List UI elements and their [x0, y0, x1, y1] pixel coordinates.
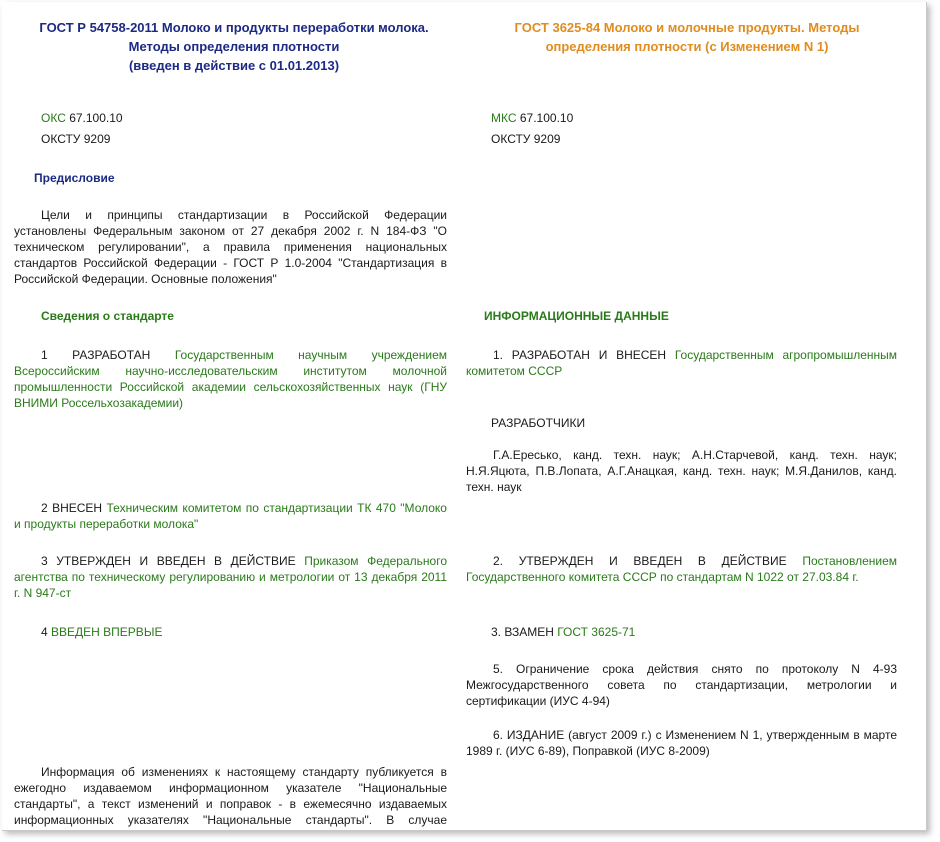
right-item-3: [491, 624, 635, 640]
foreword-heading: Предисловие: [34, 171, 115, 185]
left-item-4-number: 4: [41, 625, 48, 639]
mks-label-link[interactable]: МКС: [491, 111, 517, 125]
left-item-4: [41, 624, 162, 640]
right-okstu: ОКСТУ 9209: [491, 132, 561, 146]
left-column: [2, 2, 464, 830]
mks-value: 67.100.10: [519, 111, 574, 125]
right-item-1: [466, 347, 897, 379]
foreword-text: Цели и принципы стандартизации в Российской Федерации установлены Федеральным законом от 27 декабря 2002 г. N 184-ФЗ "О техническом регулировании", а правила применения национальных стандартов Российской Федерации - ГОСТ Р 1.0-2004 "Стандартизация в Российской Федерации. Основные положения": [14, 208, 447, 286]
right-title-line-2: определения плотности (с Изменением N 1): [545, 39, 829, 54]
left-item-3-label: 3 УТВЕРЖДЕН И ВВЕДЕН В ДЕЙСТВИЕ: [41, 554, 296, 568]
oks-code: [41, 110, 123, 126]
oks-value: 67.100.10: [69, 111, 123, 125]
left-item-2: [14, 500, 447, 532]
right-item-3-label: 3. ВЗАМЕН: [491, 625, 554, 639]
right-item-3-link[interactable]: ГОСТ 3625-71: [557, 625, 636, 639]
left-title-line-2: Методы определения плотности: [128, 39, 340, 54]
left-item-3-link[interactable]: Приказом Федерального агентства по техническому регулированию и метрологии от 13 декабря 2011 г. N 947-ст: [14, 554, 447, 600]
document-page: [2, 2, 927, 831]
right-item-1-link[interactable]: Государственным агропромышленным комитетом СССР: [466, 348, 898, 378]
info-heading-right: ИНФОРМАЦИОННЫЕ ДАННЫЕ: [484, 309, 669, 323]
left-item-2-link[interactable]: Техническим комитетом по стандартизации ТК 470 "Молоко и продукты переработки молока": [14, 501, 447, 531]
right-column: [464, 2, 926, 830]
left-title-line-1: ГОСТ Р 54758-2011 Молоко и продукты переработки молока.: [39, 20, 429, 35]
right-item-6: 6. ИЗДАНИЕ (август 2009 г.) с Изменением N 1, утвержденным в марте 1989 г. (ИУС 6-89), Поправкой (ИУС 8-2009): [466, 728, 897, 758]
right-item-2: [466, 553, 897, 585]
left-okstu: ОКСТУ 9209: [41, 132, 111, 146]
right-item-5: 5. Ограничение срока действия снято по протоколу N 4-93 Межгосударственного совета по стандартизации, метрологии и сертификации (ИУС 4-94): [466, 662, 897, 708]
left-item-1-label: 1 РАЗРАБОТАН: [41, 348, 151, 362]
left-item-2-label: 2 ВНЕСЕН: [41, 501, 103, 515]
left-item-1-link[interactable]: Государственным научным учреждением Всероссийским научно-исследовательским институтом молочной промышленности Российской академии сельскохозяйственных наук (ГНУ ВНИМИ Россельхозакадемии): [14, 348, 447, 410]
info-heading-left: Сведения о стандарте: [41, 309, 174, 323]
right-item-2-label: 2. УТВЕРЖДЕН И ВВЕДЕН В ДЕЙСТВИЕ: [493, 554, 787, 568]
developers-text: Г.А.Ересько, канд. техн. наук; А.Н.Старчевой, канд. техн. наук; Н.Я.Яцюта, П.В.Лопата, А.Г.Анацкая, канд. техн. наук; М.Я.Данилов, канд. техн. наук: [466, 448, 897, 494]
left-title-line-3: (введен в действие с 01.01.2013): [128, 58, 340, 73]
right-item-1-label: 1. РАЗРАБОТАН И ВНЕСЕН: [493, 348, 667, 362]
left-item-1: [14, 347, 447, 411]
right-title-line-1: ГОСТ 3625-84 Молоко и молочные продукты. Методы: [514, 20, 860, 35]
right-item-2-link[interactable]: Постановлением Государственного комитета СССР по стандартам N 1022 от 27.03.84 г.: [466, 554, 897, 584]
mks-code: [491, 110, 573, 126]
left-item-4-link[interactable]: ВВЕДЕН ВПЕРВЫЕ: [51, 625, 163, 639]
right-title[interactable]: [464, 18, 910, 56]
oks-label-link[interactable]: ОКС: [41, 111, 66, 125]
left-title[interactable]: [12, 18, 456, 75]
left-item-3: [14, 553, 447, 601]
developers-heading: РАЗРАБОТЧИКИ: [491, 416, 586, 430]
changes-text: Информация об изменениях к настоящему стандарту публикуется в ежегодно издаваемом информационном указателе "Национальные стандарты", а текст изменений и поправок - в ежемесячно издаваемых информационных указателях "Национальные стандарты". В случае: [14, 765, 447, 827]
